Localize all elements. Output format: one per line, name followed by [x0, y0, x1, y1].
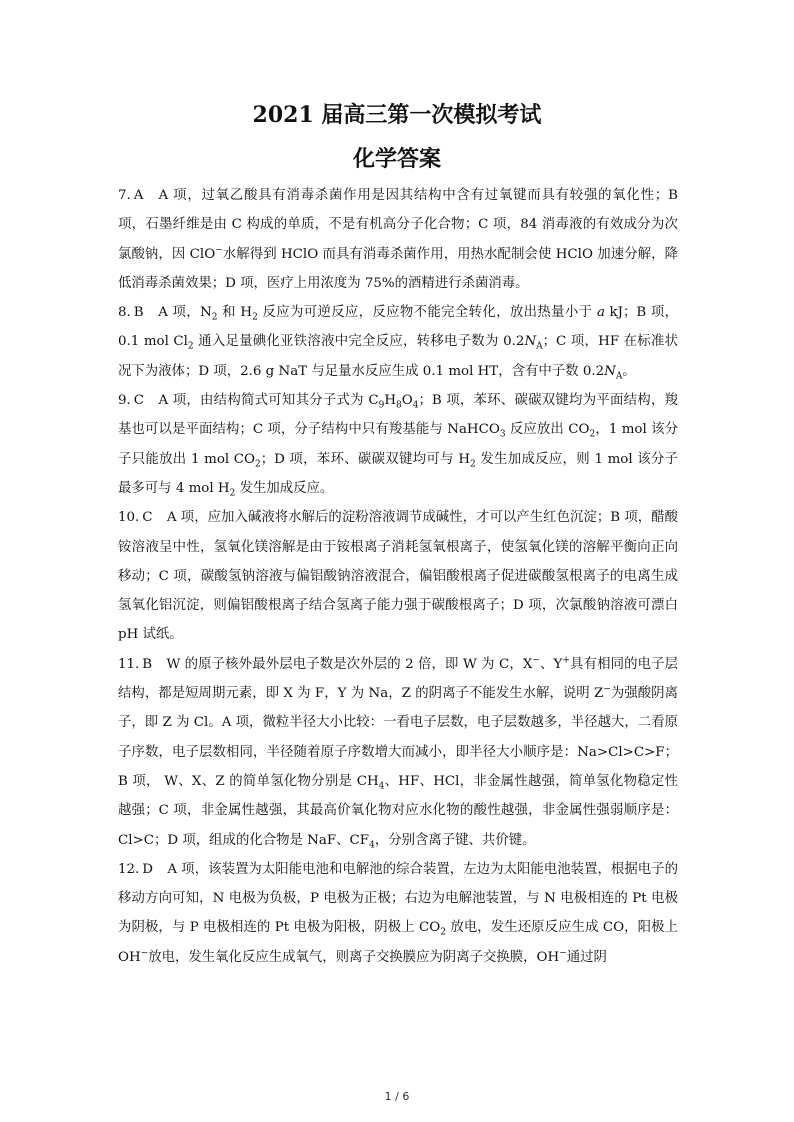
answer-q12: 12. D A 项，该装置为太阳能电池和电解池的综合装置，左边为太阳能电池装置，根据电子的移动方向可知，N 电极为负极，P 电极为正极；右边为电解池装置，与 N 电极相连的 Pt 电极为阴极，与 P 电极相连的 Pt 电极为阳极，阴极上 $CO_2$ 放电，发生还原反应生成 CO，阳极上 OH−放电，发生氧化反应生成氧气，则离子交换膜应为阴离子交换膜，OH−通过阴	[118, 861, 678, 965]
question-number: 9. C	[118, 393, 145, 409]
question-number: 12. D	[118, 861, 154, 877]
answer-subtitle: 化学答案	[352, 146, 441, 172]
answer-body	[118, 181, 678, 972]
answer-q8: 8. B A 项，$N_2$ 和 $H_2$ 反应为可逆反应，反应物不能完全转化，放出热量小于 a kJ；B 项，0.1 mol $Cl_2$ 通入足量碘化亚铁溶液中完全反应，转移电子数为 $0.2N_A$；C 项，HF 在标准状况下为液体；D 项，2.6 g NaT 与足量水反应生成 0.1 mol HT，含有中子数 $0.2N_A$。	[118, 305, 679, 382]
exam-title: 2021 届高三第一次模拟考试	[252, 102, 542, 128]
page-number: 1 / 6	[384, 1090, 410, 1103]
answer-q7: 7. A A 项，过氧乙酸具有消毒杀菌作用是因其结构中含有过氧键而具有较强的氧化性；B 项，石墨纤维是由 C 构成的单质，不是有机高分子化合物；C 项，84 消毒液的有效成分为次氯酸钠，因 ClO−水解得到 HClO 而具有消毒杀菌作用，用热水配制会使 HClO 加速分解，降低消毒杀菌效果；D 项，医疗上用浓度为 75%的酒精进行杀菌消毒。	[118, 188, 678, 291]
question-number: 8. B	[118, 305, 144, 321]
question-number: 10. C	[118, 510, 153, 526]
answer-q10: 10. C A 项，应加入碱液将水解后的淀粉溶液调节成碱性，才可以产生红色沉淀；B 项，醋酸铵溶液呈中性，氢氧化镁溶解是由于铵根离子消耗氢氧根离子，使氢氧化镁的溶解平衡向正向移动；C 项，碳酸氢钠溶液与偏铝酸钠溶液混合，偏铝酸根离子促进碳酸氢根离子的电离生成氢氧化铝沉淀，则偏铝酸根离子结合氢离子能力强于碳酸根离子；D 项，次氯酸钠溶液可漂白 pH 试纸。	[118, 510, 678, 643]
question-number: 11. B	[118, 656, 153, 672]
answer-q9: 9. C A 项，由结构简式可知其分子式为 $C_9H_8O_4$；B 项，苯环、碳碳双键均为平面结构，羧基也可以是平面结构；C 项，分子结构中只有羧基能与 NaHCO$_3$ 反应放出 $CO_2$，1 mol 该分子只能放出 1 mol $CO_2$；D 项，苯环、碳碳双键均可与 $H_2$ 发生加成反应，则 1 mol 该分子最多可与 4 mol $H_2$ 发生加成反应。	[118, 393, 678, 499]
question-number: 7. A	[118, 188, 144, 203]
answer-q11: 11. B W 的原子核外最外层电子数是次外层的 2 倍，即 W 为 C，X−、Y+具有相同的电子层结构，都是短周期元素，即 X 为 F，Y 为 Na，Z 的阴离子不能发生水解，说明 Z−为强酸阴离子，即 Z 为 Cl。A 项，微粒半径大小比较：一看电子层数，电子层数越多，半径越大，二看原子序数，电子层数相同，半径随着原子序数增大而减小，即半径大小顺序是：Na>Cl>C>F；B 项， W、X、Z 的简单氢化物分别是 $CH_4$、HF、HCl，非金属性越强，简单氢化物稳定性越强；C 项，非金属性越强，其最高价氧化物对应水化物的酸性越强，非金属性强弱顺序是：Cl>C；D 项，组成的化合物是 NaF、$CF_4$，分别含离子键、共价键。	[118, 655, 679, 851]
